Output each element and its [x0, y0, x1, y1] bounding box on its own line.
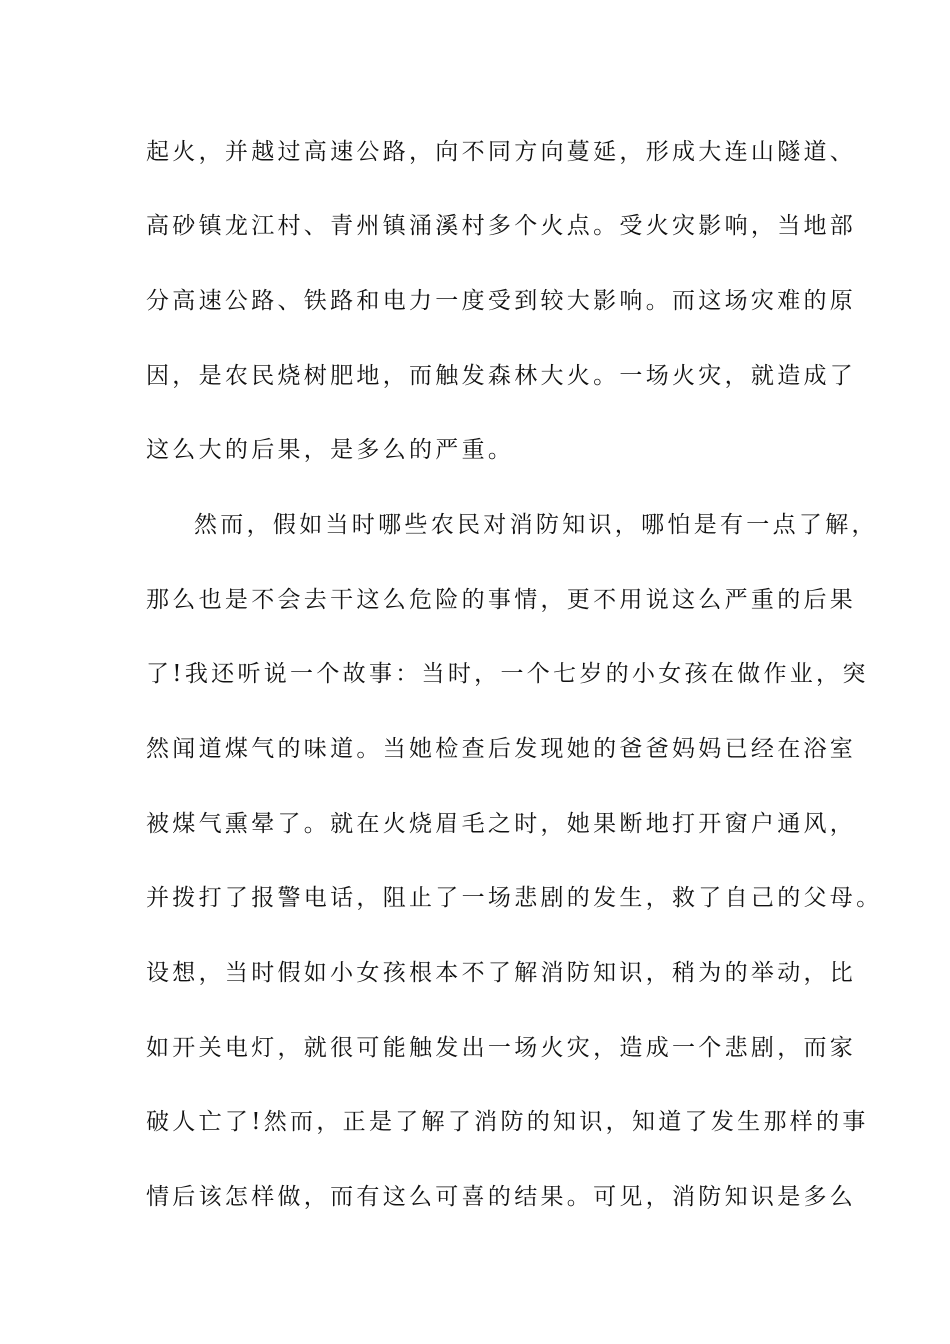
text-line: 情后该怎样做，而有这么可喜的结果。可见，消防知识是多么	[146, 1184, 857, 1210]
text-line: 设想，当时假如小女孩根本不了解消防知识，稍为的举动，比	[146, 960, 857, 986]
text-line: 因，是农民烧树肥地，而触发森林大火。一场火灾，就造成了	[146, 363, 857, 389]
text-line: 然闻道煤气的味道。当她检查后发现她的爸爸妈妈已经在浴室	[146, 736, 857, 762]
text-line: 破人亡了!然而，正是了解了消防的知识，知道了发生那样的事	[146, 1109, 869, 1135]
text-line: 那么也是不会去干这么危险的事情，更不用说这么严重的后果	[146, 587, 857, 613]
text-line: 如开关电灯，就很可能触发出一场火灾，造成一个悲剧，而家	[146, 1035, 857, 1061]
text-line: 起火，并越过高速公路，向不同方向蔓延，形成大连山隧道、	[146, 139, 857, 165]
text-line: 被煤气熏晕了。就在火烧眉毛之时，她果断地打开窗户通风，	[146, 811, 857, 837]
text-line: 分高速公路、铁路和电力一度受到较大影响。而这场灾难的原	[146, 288, 857, 314]
text-line: 并拨打了报警电话，阻止了一场悲剧的发生，救了自己的父母。	[146, 885, 883, 911]
text-line: 这么大的后果，是多么的严重。	[146, 437, 515, 463]
text-line: 高砂镇龙江村、青州镇涌溪村多个火点。受火灾影响，当地部	[146, 213, 857, 239]
paragraph-first-line: 然而，假如当时哪些农民对消防知识，哪怕是有一点了解，	[194, 512, 878, 538]
text-line: 了!我还听说一个故事：当时，一个七岁的小女孩在做作业，突	[146, 661, 869, 687]
